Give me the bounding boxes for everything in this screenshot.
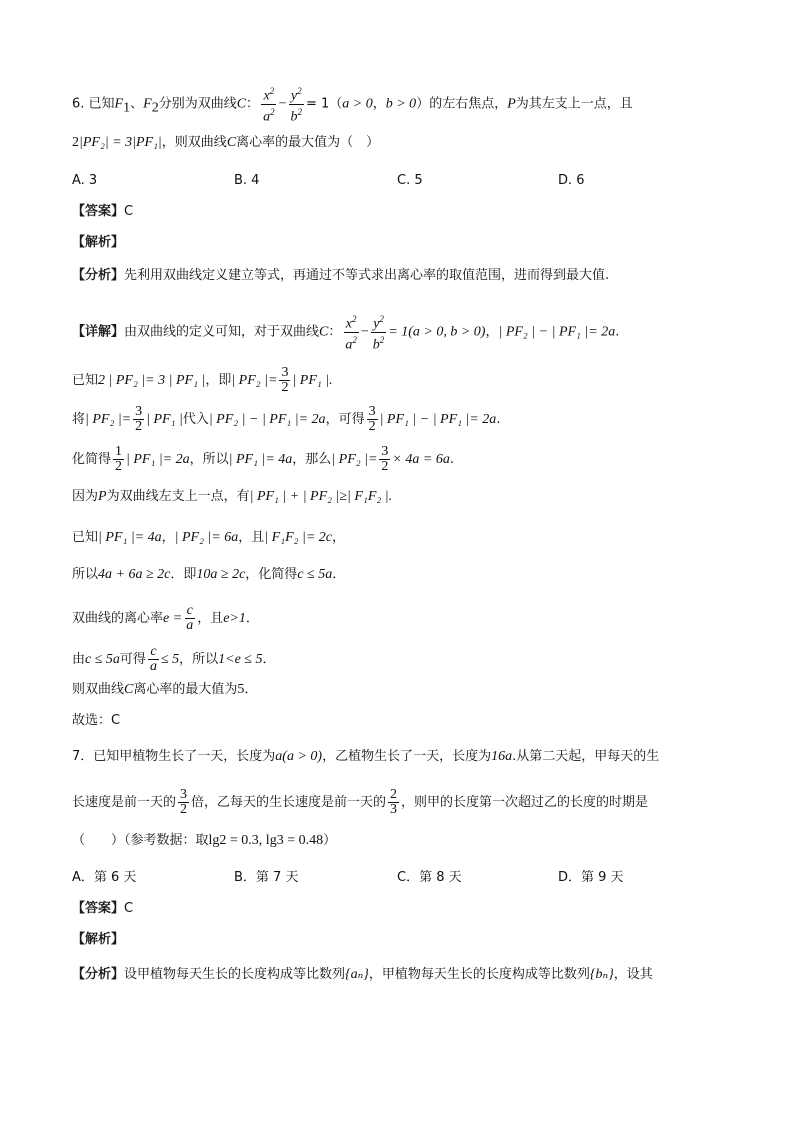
text: 倍，乙每天的生长速度是前一天的 — [191, 795, 387, 810]
den: a — [345, 337, 353, 353]
text: 代入 — [182, 412, 209, 427]
math: | PF₂ | − | PF₁ |= 2a — [498, 324, 616, 340]
num: x — [263, 88, 270, 104]
text: 将 — [72, 412, 86, 427]
math: | PF₁ |= 4a — [228, 452, 293, 467]
frac-3-2 — [133, 405, 144, 434]
num: 3 — [180, 787, 188, 802]
sup: 2 — [270, 106, 275, 117]
math-P: P — [507, 96, 516, 112]
text: ，所以 — [179, 652, 219, 667]
q7-fenxi — [72, 966, 653, 984]
math: | PF₁ | + | PF₂ |≥| F₁F₂ |. — [249, 489, 393, 504]
q6-line-5 — [72, 529, 345, 547]
text: ， — [485, 324, 499, 340]
text: ，设其 — [613, 967, 653, 982]
minus: − — [360, 324, 369, 340]
math: | PF₁ |= 2a — [126, 452, 190, 467]
text: 化简得 — [72, 452, 112, 467]
q6-option-a: A. 3 — [72, 173, 98, 188]
q6-stem-line2 — [72, 134, 379, 152]
den: 2 — [281, 380, 289, 395]
q6-stem-line1 — [72, 84, 633, 124]
math: | PF₁ |= 4a — [98, 530, 162, 545]
text: ，即 — [205, 373, 232, 388]
math: | F₁F₂ |= 2c — [264, 530, 332, 545]
q7-answer — [72, 900, 133, 918]
q6-option-b: B. 4 — [234, 173, 260, 188]
text: 7．已知甲植物生长了一天，长度为 — [72, 749, 276, 764]
math-sub: 2 — [151, 100, 159, 116]
math-F: F — [143, 96, 152, 112]
q6-line-1 — [72, 366, 333, 395]
text: ，乙植物生长了一天，长度为 — [322, 749, 492, 764]
text: 双曲线的离心率 — [72, 611, 164, 626]
fenxi-tag: 【分析】 — [72, 268, 125, 283]
fenxi-text: 先利用双曲线定义建立等式，再通过不等式求出离心率的取值范围，进而得到最大值. — [124, 268, 610, 283]
math: 5 — [237, 682, 245, 697]
fenxi-tag: 【分析】 — [72, 967, 125, 982]
math: = 1(a > 0, b > 0) — [388, 324, 486, 340]
math: c ≤ 5a — [297, 567, 333, 582]
den: b — [372, 337, 380, 353]
q6-conclusion: 故选：C — [72, 713, 121, 728]
text: 设甲植物每天生长的长度构成等比数列 — [124, 967, 346, 982]
num: x — [345, 316, 352, 332]
sup: 2 — [297, 86, 302, 96]
text: ． — [245, 611, 259, 626]
num: 1 — [115, 444, 123, 459]
q7-stem-line3 — [72, 832, 336, 850]
den: 2 — [115, 459, 123, 474]
text: ，且 — [238, 530, 265, 545]
sup: 2 — [379, 314, 384, 324]
answer-value: C — [124, 901, 134, 916]
text: ． — [244, 682, 258, 697]
q7-option-d: D．第 9 天 — [558, 870, 624, 885]
math: | PF₁ |. — [292, 373, 333, 388]
q6-number: 6. 已知 — [72, 96, 115, 112]
text: 、 — [130, 96, 144, 112]
text: 离心率的最大值为 — [133, 682, 238, 697]
math-C: C — [319, 324, 329, 340]
den: 2 — [180, 802, 188, 817]
q7-stem-line1 — [72, 748, 659, 766]
num: y — [373, 316, 380, 332]
text: ，可得 — [325, 412, 365, 427]
den: 2 — [135, 419, 143, 434]
math-P: P — [98, 489, 107, 504]
math: | PF₂ |= — [231, 373, 278, 388]
minus: − — [278, 96, 287, 112]
math: | PF₂ |= — [331, 452, 378, 467]
text: = 1（ — [305, 96, 343, 112]
text: 由 — [72, 652, 86, 667]
text: ： — [246, 96, 260, 112]
math: c ≤ 5a — [85, 652, 120, 667]
frac-y2-b2 — [371, 312, 387, 352]
math: b > 0 — [385, 96, 417, 112]
text: ， — [372, 96, 386, 112]
answer-tag: 【答案】 — [72, 901, 125, 916]
frac-c-a — [148, 645, 159, 674]
text: 为双曲线左支上一点，有 — [106, 489, 250, 504]
den: b — [290, 109, 298, 125]
math: e>1 — [223, 611, 246, 626]
math: a > 0 — [342, 96, 373, 112]
frac-3-2 — [367, 405, 378, 434]
frac-x2-a2 — [261, 84, 277, 124]
math: 16a — [491, 749, 513, 764]
q7-analysis-tag — [72, 931, 124, 949]
text: （ ）（参考数据：取 — [72, 833, 209, 848]
text: 长速度是前一天的 — [72, 795, 177, 810]
frac-3-2 — [279, 366, 290, 395]
text: ． — [262, 652, 276, 667]
text: 所以 — [72, 567, 99, 582]
text: 则双曲线 — [72, 682, 125, 697]
den: 2 — [381, 459, 389, 474]
q6-line-3: 化简得 $\frac{1}{2}$ | PF₁ |= 2a，所以| PF₁ |= 4a，那么| PF₂ |= $\frac{3}{2}$ × 4a = 6a. — [72, 444, 454, 474]
math: ≤ 5 — [160, 652, 180, 667]
q6-line-2: 将| PF₂ |= $\frac{3}{2}$ | PF₁ |代入| PF₂ | − | PF₁ |= 2a，可得 $\frac{3}{2}$ | PF₁ | − | PF₁ |= 2a. — [72, 404, 501, 434]
q6-line-9 — [72, 681, 257, 699]
detail-tag: 【详解】 — [72, 324, 125, 340]
frac-3-2 — [178, 788, 189, 817]
text: ，化简得 — [245, 567, 298, 582]
math: 2 | PF₂ |= 3 | PF₁ | — [98, 373, 206, 388]
text: 为其左支上一点，且 — [515, 96, 633, 112]
den: a — [263, 109, 271, 125]
text: ，则双曲线 — [161, 135, 227, 150]
math: {aₙ} — [345, 967, 369, 982]
math: e = — [163, 611, 183, 626]
math: | PF₁ | − | PF₁ |= 2a — [379, 412, 497, 427]
text: ： — [328, 324, 342, 340]
q6-answer — [72, 203, 133, 221]
math-F: F — [114, 96, 124, 112]
text: 因为 — [72, 489, 99, 504]
text: .从第二天起，甲每天的生 — [512, 749, 660, 764]
text: ） — [323, 833, 337, 848]
den: a — [149, 659, 157, 674]
sup: 2 — [352, 334, 357, 345]
math-C: C — [226, 135, 237, 150]
answer-value: C — [124, 204, 134, 219]
sup: 2 — [379, 334, 385, 345]
q7-option-c: C．第 8 天 — [397, 870, 462, 885]
den: 3 — [390, 802, 398, 817]
sup: 2 — [269, 86, 275, 96]
math: 4a + 6a ≥ 2c — [98, 567, 171, 582]
math: |PF₂| = 3|PF₁| — [79, 135, 162, 150]
q7-stem-line2 — [72, 788, 648, 817]
math: {bₙ} — [589, 967, 614, 982]
text: 已知 — [72, 373, 99, 388]
sup: 2 — [297, 106, 302, 117]
math: lg2 = 0.3, lg3 = 0.48 — [208, 833, 324, 848]
sup: 2 — [352, 314, 357, 324]
num: 3 — [135, 404, 143, 419]
num: c — [186, 603, 193, 618]
frac-x2-a2 — [343, 312, 359, 352]
frac-3-2 — [379, 445, 390, 474]
math: 10a ≥ 2c — [196, 567, 246, 582]
num: 3 — [368, 404, 376, 419]
text: ， — [332, 530, 346, 545]
math: 2 — [72, 135, 79, 150]
den: 2 — [368, 419, 376, 434]
q6-line-6 — [72, 566, 345, 584]
text: ，则甲的长度第一次超过乙的长度的时期是 — [401, 795, 649, 810]
num: 3 — [381, 444, 389, 459]
math-sub: 1 — [123, 100, 131, 116]
num: 2 — [390, 787, 398, 802]
text: 由双曲线的定义可知，对于双曲线 — [124, 324, 320, 340]
analysis-tag: 【解析】 — [72, 235, 125, 250]
q6-line-8 — [72, 645, 276, 674]
q6-line-4 — [72, 488, 392, 506]
text: 已知 — [72, 530, 99, 545]
math: a(a > 0) — [275, 749, 323, 764]
num: c — [150, 644, 157, 659]
q6-line-7 — [72, 604, 259, 633]
frac-c-a — [184, 604, 195, 633]
text: ．即 — [170, 567, 197, 582]
frac-y2-b2 — [288, 84, 304, 124]
text: ， — [161, 530, 175, 545]
text: 可得 — [119, 652, 146, 667]
den: a — [186, 618, 194, 633]
q6-fenxi — [72, 267, 609, 285]
frac-2-3 — [388, 788, 399, 817]
text: ）的左右焦点， — [416, 96, 508, 112]
text: ，那么 — [292, 452, 332, 467]
math-C: C — [236, 96, 247, 112]
num: y — [290, 88, 298, 104]
q6-option-d: D. 6 — [558, 173, 585, 188]
math: | PF₂ | − | PF₁ |= 2a — [208, 412, 326, 427]
math-C: C — [124, 682, 134, 697]
math: | PF₂ |= 6a — [174, 530, 239, 545]
q6-analysis-tag — [72, 234, 124, 252]
text: ，甲植物每天生长的长度构成等比数列 — [368, 967, 590, 982]
math: | PF₁ | — [146, 412, 183, 427]
frac-1-2 — [113, 445, 124, 474]
analysis-tag: 【解析】 — [72, 932, 125, 947]
math: × 4a = 6a — [392, 452, 450, 467]
num: 3 — [281, 365, 289, 380]
q6-detail: 【详解】由双曲线的定义可知，对于双曲线C： $\frac{x^2}{a^2}$ − $\frac{y^2}{b^2}$ = 1(a > 0, b > 0)，| PF₂ | − | PF₁ |= 2a. — [72, 314, 620, 353]
math: 1<e ≤ 5 — [218, 652, 263, 667]
q7-option-a: A．第 6 天 — [72, 870, 137, 885]
text: 分别为双曲线 — [158, 96, 237, 112]
text: ，所以 — [189, 452, 229, 467]
math: | PF₂ |= — [85, 412, 132, 427]
q7-option-b: B．第 7 天 — [234, 870, 299, 885]
answer-tag: 【答案】 — [72, 204, 125, 219]
text: ，且 — [197, 611, 224, 626]
text: 离心率的最大值为（ ） — [236, 135, 380, 150]
q6-option-c: C. 5 — [397, 173, 423, 188]
text: ． — [332, 567, 346, 582]
